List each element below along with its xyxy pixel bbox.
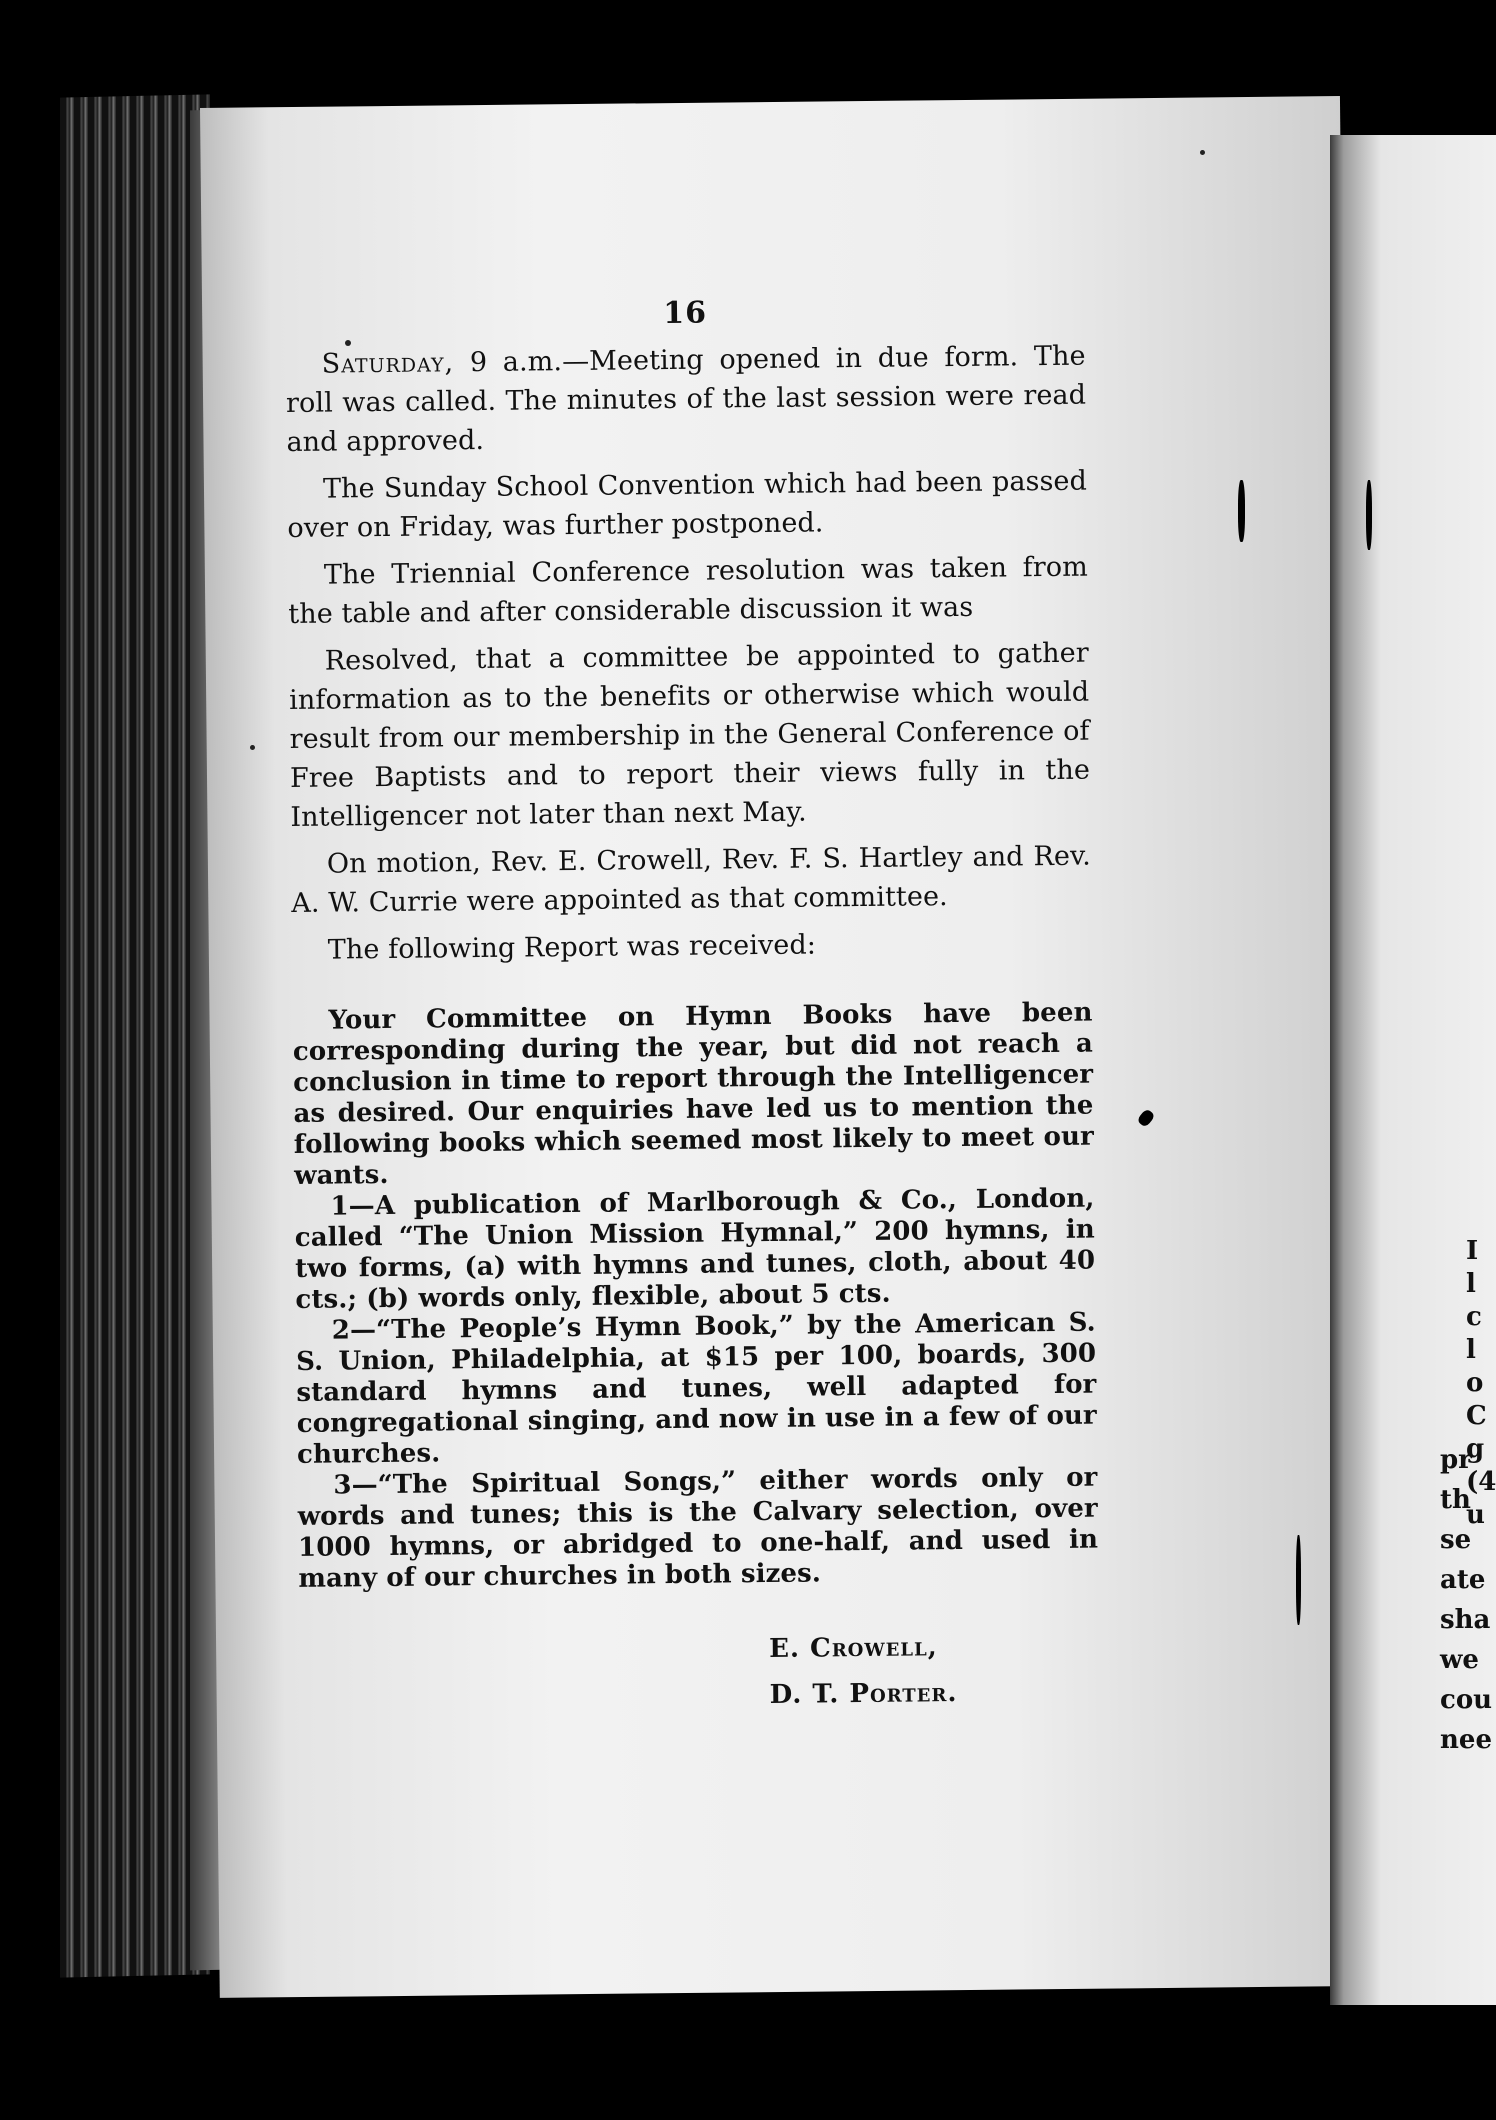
scan-speck <box>250 745 255 750</box>
page-content <box>285 292 1100 1723</box>
signature-crowell: E. Crowell, <box>768 1632 938 1665</box>
report-paragraph: Your Committee on Hymn Books have been corresponding during the year, but did not reach a conclusion in time to report through the Intelligencer as desired. Our enquiries have led us to mention the following books which seemed most likely to meet our wants. <box>292 997 1094 1191</box>
report-item: 1—A publication of Marlborough & Co., London, called “The Union Mission Hymnal,” 200 hymns, in two forms, (a) with hymns and tunes, cloth, about 40 cts.; (b) words only, flexible, about 5 cts. <box>294 1183 1096 1315</box>
paragraph-resolved: Resolved, that a committee be appointed to gather information as to the benefits or otherwise which would result from our membership in the General Conference of Free Baptists and to report their views fully in the Intelligencer not later than next May. <box>289 637 1091 833</box>
paragraph-report-intro: The following Report was received: <box>327 929 817 966</box>
book-page-edges <box>60 94 210 1977</box>
hymn-book-report <box>292 998 1098 1595</box>
signature-porter: D. T. Porter. <box>769 1678 958 1711</box>
report-item: 2—“The People’s Hymn Book,” by the American S. S. Union, Philadelphia, at $15 per 100, boards, 300 standard hymns and tunes, well adapted for congregational singing, and now in use in a few of our churches. <box>295 1307 1097 1470</box>
scan-mark <box>1296 1535 1301 1625</box>
paragraph-text: 9 a.m.—Meeting opened in due form. The roll was called. The minutes of the last session were read and approved. <box>285 340 1087 458</box>
paragraph-lead: Saturday, <box>321 347 455 380</box>
paragraph-sunday-school: The Sunday School Convention which had been passed over on Friday, was further postponed. <box>287 465 1088 544</box>
paragraph-saturday <box>285 337 1086 462</box>
facing-page-text-upper: I l c l o C g (4 u <box>1466 1236 1496 1530</box>
scan-speck <box>1200 150 1205 155</box>
facing-page-text-lower: pr th se ate sha we cou nee <box>1440 1445 1493 1755</box>
report-item: 3—“The Spiritual Songs,” either words only or words and tunes; this is the Calvary selection, over 1000 hymns, or abridged to one-half, and used in many of our churches in both sizes. <box>297 1462 1099 1594</box>
paragraph-motion: On motion, Rev. E. Crowell, Rev. F. S. Hartley and Rev. A. W. Currie were appointed as that committee. <box>291 840 1092 919</box>
paragraph-triennial: The Triennial Conference resolution was taken from the table and after considerable discussion it was <box>288 551 1089 630</box>
report-signatures <box>769 1623 1100 1718</box>
scan-mark <box>1238 480 1245 542</box>
page-number: 16 <box>663 295 708 332</box>
scan-mark <box>1366 480 1372 550</box>
